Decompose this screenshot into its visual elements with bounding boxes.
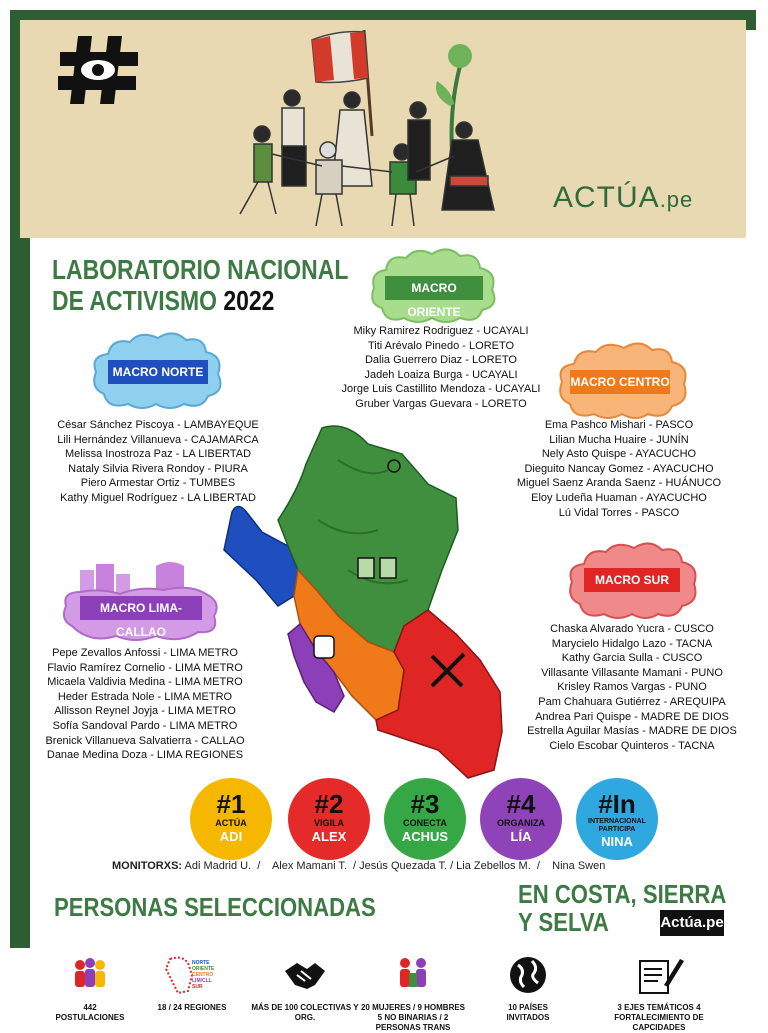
peru-regions-map bbox=[218, 420, 518, 785]
macro-norte-label: MACRO NORTE bbox=[108, 360, 208, 384]
people-group-icon bbox=[70, 955, 110, 995]
monitors-label: MONITORXS: bbox=[112, 860, 183, 872]
list-item: César Sánchez Piscoya - LAMBAYEQUE bbox=[57, 419, 259, 431]
macro-oriente-label: MACRO ORIENTE bbox=[385, 276, 483, 300]
stat-text: 18 / 24 REGIONES bbox=[157, 1003, 227, 1012]
list-item: Melissa Inostroza Paz - LA LIBERTAD bbox=[64, 448, 252, 461]
list-item: Ema Pashco Mishari - PASCO bbox=[544, 419, 694, 431]
heading-line-2: Y SELVA bbox=[518, 907, 609, 937]
list-item: Miky Ramirez Rodriguez - UCAYALI bbox=[353, 325, 529, 337]
stat-gender bbox=[360, 955, 466, 1033]
monitors-names: Adi Madrid U. / Alex Mamani T. / Jesús Quezada T. / Lia Zebellos M. / Nina Swen bbox=[184, 860, 606, 872]
list-item: Cielo Escobar Quinteros - TACNA bbox=[549, 739, 715, 752]
badge-name: LÍA bbox=[510, 829, 532, 844]
list-item: Estrella Aguilar Masías - MADRE DE DIOS bbox=[527, 725, 737, 738]
list-item: Heder Estrada Nole - LIMA METRO bbox=[57, 690, 233, 703]
monitor-badge-3 bbox=[384, 778, 466, 860]
badge-number: #1 bbox=[216, 789, 246, 819]
list-item: Pam Chahuara Gutiérrez - AREQUIPA bbox=[538, 695, 726, 708]
list-item: Kathy Miguel Rodríguez - LA LIBERTAD bbox=[60, 491, 256, 504]
document-pen-icon bbox=[634, 955, 684, 995]
brand-name: ACTÚA bbox=[553, 181, 660, 214]
svg-text:CENTRO: CENTRO bbox=[192, 972, 214, 978]
badge-verb: ACTÚA bbox=[215, 818, 247, 828]
badge-verb: INTERNACIONAL PARTICIPA bbox=[588, 818, 646, 833]
badge-name: ADI bbox=[219, 829, 243, 844]
selected-people-heading: PERSONAS SELECCIONADAS bbox=[54, 892, 376, 922]
badge-number: #3 bbox=[410, 789, 440, 819]
list-item: Jadeh Loaiza Burga - UCAYALI bbox=[364, 368, 518, 381]
title-line-2: DE ACTIVISMO bbox=[52, 285, 217, 316]
list-item: Allisson Reynel Joyja - LIMA METRO bbox=[54, 705, 236, 718]
list-item: Danae Medina Doza - LIMA REGIONES bbox=[46, 749, 244, 762]
badge-number: #4 bbox=[506, 789, 536, 819]
macro-oriente-list bbox=[330, 324, 552, 412]
list-item: Marycielo Hidalgo Lazo - TACNA bbox=[551, 637, 713, 650]
badge-number: #In bbox=[598, 789, 636, 819]
list-item: Miguel Saenz Aranda Saenz - HUÁNUCO bbox=[516, 477, 722, 490]
list-item: Brenick Villanueva Salvatierra - CALLAO bbox=[45, 734, 245, 747]
monitor-badge-4 bbox=[480, 778, 562, 860]
heading-line-1: EN COSTA, SIERRA bbox=[518, 879, 727, 909]
brand-suffix: .pe bbox=[659, 187, 694, 212]
svg-text:SUR: SUR bbox=[192, 984, 203, 990]
list-item: Andrea Pari Quispe - MADRE DE DIOS bbox=[535, 710, 729, 723]
list-item: Chaska Alvarado Yucra - CUSCO bbox=[550, 623, 714, 635]
stat-text: 20 MUJERES / 9 HOMBRES 5 NO BINARIAS / 2 PERSONAS TRANS bbox=[360, 1003, 466, 1032]
stat-text: MÁS DE 100 COLECTIVAS Y ORG. bbox=[251, 1003, 359, 1022]
activists-illustration bbox=[232, 26, 532, 236]
stat-text: 10 PAÍSES INVITADOS bbox=[506, 1003, 550, 1022]
list-item: Dieguito Nancay Gomez - AYACUCHO bbox=[524, 462, 714, 475]
monitor-badge-international bbox=[576, 778, 658, 860]
brand-logo-text bbox=[553, 181, 693, 215]
list-item: Dalia Guerrero Diaz - LORETO bbox=[364, 354, 517, 367]
badge-verb: VIGILA bbox=[313, 818, 344, 828]
list-item: Lili Hernández Villanueva - CAJAMARCA bbox=[57, 433, 259, 446]
gender-people-icon bbox=[393, 955, 433, 995]
badge-name: ALEX bbox=[311, 829, 347, 844]
list-item: Nely Asto Quispe - AYACUCHO bbox=[541, 448, 697, 461]
list-item: Pepe Zevallos Anfossi - LIMA METRO bbox=[52, 647, 238, 659]
list-item: Villasante Villasante Mamani - PUNO bbox=[541, 666, 723, 679]
badge-name: ACHUS bbox=[401, 829, 449, 844]
list-item: Micaela Valdivia Medina - LIMA METRO bbox=[47, 676, 243, 689]
list-item: Sofía Sandoval Pardo - LIMA METRO bbox=[52, 719, 238, 732]
list-item: Eloy Ludeña Huaman - AYACUCHO bbox=[531, 491, 707, 504]
svg-text:ORIENTE: ORIENTE bbox=[192, 966, 215, 972]
stat-regions bbox=[150, 955, 234, 1013]
peru-map-icon bbox=[162, 955, 222, 995]
title-year: 2022 bbox=[223, 285, 275, 316]
handshake-icon bbox=[283, 955, 327, 995]
list-item: Krisley Ramos Vargas - PUNO bbox=[557, 681, 707, 694]
stat-text: 442 POSTULACIONES bbox=[55, 1003, 125, 1022]
macro-sur-label: MACRO SUR bbox=[584, 568, 680, 592]
badge-verb: ORGANIZA bbox=[497, 818, 545, 828]
macro-sur-list bbox=[516, 622, 748, 753]
page-title bbox=[52, 254, 348, 316]
title-line-1: LABORATORIO NACIONAL bbox=[52, 254, 349, 285]
monitor-badge-2 bbox=[288, 778, 370, 860]
badge-verb: CONECTA bbox=[403, 818, 447, 828]
list-item: Kathy Garcia Sulla - CUSCO bbox=[561, 652, 703, 665]
footer-brand-logo: Actúa.pe bbox=[660, 910, 724, 936]
hashtag-eye-logo-icon bbox=[58, 36, 140, 104]
list-item: Titi Arévalo Pinedo - LORETO bbox=[367, 339, 515, 352]
monitors-line bbox=[112, 860, 605, 872]
macro-centro-label: MACRO CENTRO bbox=[570, 370, 670, 394]
list-item: Piero Armestar Ortiz - TUMBES bbox=[80, 477, 236, 490]
list-item: Lilian Mucha Huaire - JUNÍN bbox=[549, 433, 689, 446]
macro-centro-list bbox=[512, 418, 726, 520]
list-item: Flavio Ramírez Cornelio - LIMA METRO bbox=[47, 661, 243, 674]
svg-text:NORTE: NORTE bbox=[192, 960, 210, 966]
badge-name: NINA bbox=[601, 834, 633, 849]
stat-themes bbox=[596, 955, 722, 1033]
stat-countries bbox=[486, 955, 570, 1023]
stat-text: 3 EJES TEMÁTICOS 4 FORTALECIMIENTO DE CAPCIDADES bbox=[614, 1003, 704, 1032]
stat-collectives bbox=[244, 955, 366, 1023]
globe-icon bbox=[508, 955, 548, 995]
list-item: Jorge Luis Castillito Mendoza - UCAYALI bbox=[341, 383, 541, 396]
list-item: Nataly Silvia Rivera Rondoy - PIURA bbox=[68, 462, 248, 475]
list-item: Gruber Vargas Guevara - LORETO bbox=[355, 397, 527, 410]
monitor-badge-1 bbox=[190, 778, 272, 860]
svg-text:LIM/CLL: LIM/CLL bbox=[192, 978, 212, 984]
stat-applications bbox=[50, 955, 130, 1023]
badge-number: #2 bbox=[314, 789, 344, 819]
macro-lima-callao-label: MACRO LIMA-CALLAO bbox=[80, 596, 202, 620]
list-item: Lú Vidal Torres - PASCO bbox=[558, 506, 680, 519]
